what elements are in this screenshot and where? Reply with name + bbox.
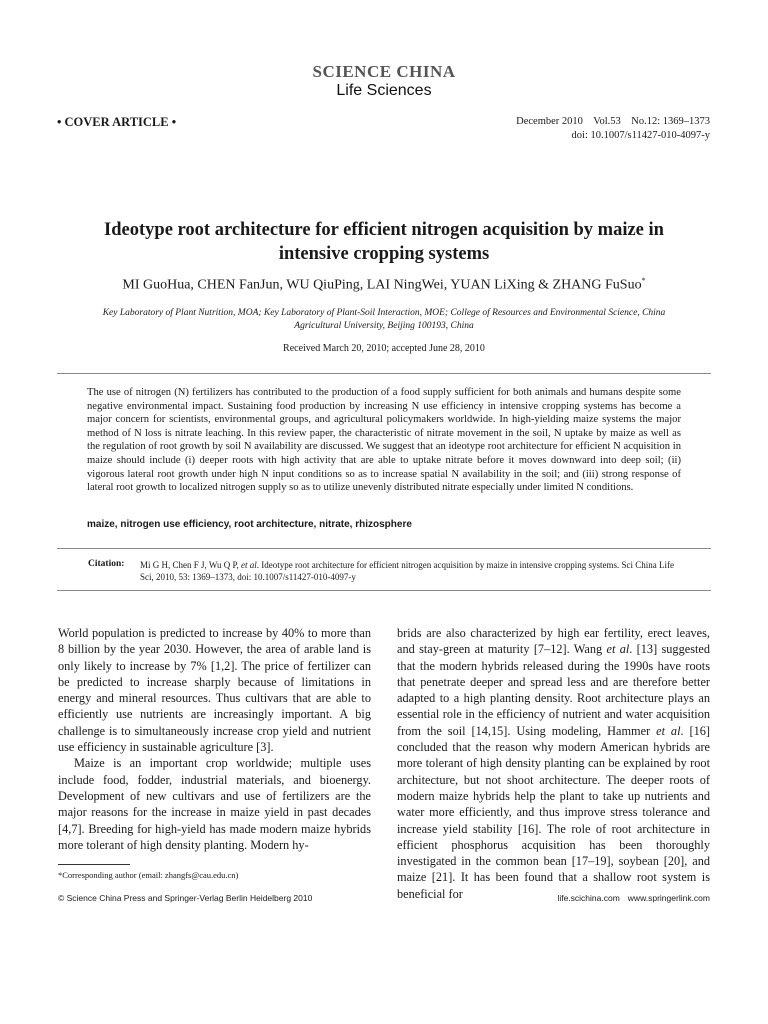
affiliation: Key Laboratory of Plant Nutrition, MOA; Key Laboratory of Plant-Soil Interaction, MOE; College of Resources and Environmental Science, China Agricultural University, Beijing 100193, China — [102, 308, 666, 331]
authors-text: MI GuoHua, CHEN FanJun, WU QiuPing, LAI NingWei, YUAN LiXing & ZHANG FuSuo — [122, 277, 642, 293]
body-etal: et al — [606, 642, 630, 657]
doi-line: doi: 10.1007/s11427-010-4097-y — [571, 130, 710, 141]
body-paragraph: Maize is an important crop worldwide; multiple uses include food, fodder, industrial materials, and bioenergy. Development of new cultivars and use of fertilizers are the major reasons for the increase in maize yield in past decades [4,7]. Breeding for high-yield has made modern maize hybrids more tolerant of high density planting. Modern hy- — [58, 756, 371, 852]
abstract-top-rule — [57, 373, 711, 374]
body-paragraph: World population is predicted to increase by 40% to more than 8 billion by the year 2030. However, the area of arable land is only likely to increase by 7% [1,2]. The price of fertilizer can be predicted to increase sharply because of limitations in energy and mineral resources. Thus cultivars that are able to efficiently use nutrients are increasingly important. A big challenge is to simultaneously increase crop yield and nutrient use efficiency in sustainable agriculture [3]. — [58, 626, 371, 755]
body-column-right — [397, 625, 710, 902]
copyright-line: © Science China Press and Springer-Verlag Berlin Heidelberg 2010 — [58, 893, 313, 903]
received-dates: Received March 20, 2010; accepted June 28, 2010 — [283, 343, 485, 354]
cover-article-label: • COVER ARTICLE • — [57, 115, 177, 129]
footnote-rule — [58, 864, 130, 865]
citation-label: Citation: — [88, 559, 125, 569]
abstract: The use of nitrogen (N) fertilizers has contributed to the production of a food supply sufficient for both animals and humans despite some negative environmental impact. Sustaining food production by increasing N use efficiency in intensive cropping systems has become a major concern for scientists, environmental groups, and agricultural policymakers worldwide. In high-yielding maize systems the major method of N loss is nitrate leaching. In this review paper, the characteristic of nitrate movement in the soil, N uptake by maize as well as the regulation of root growth by soil N availability are discussed. We suggest that an ideotype root architecture for efficient N acquisition in maize should include (i) deeper roots with high activity that are able to uptake nitrate before it moves downward into deep soil; (ii) vigorous lateral root growth under high N input conditions so as to increase spatial N availability in the soil; and (iii) strong response of lateral root growth to localized nitrogen supply so as to utilize unevenly distributed nitrate especially under limited N conditions. — [87, 387, 681, 494]
publisher-sites — [549, 893, 710, 903]
issue-info — [516, 115, 710, 143]
issue-line: December 2010 Vol.53 No.12: 1369–1373 — [516, 116, 710, 127]
journal-name: SCIENCE CHINA — [312, 62, 456, 81]
citation-authors: Mi G H, Chen F J, Wu Q P, — [140, 560, 241, 570]
body-etal: et al — [656, 723, 681, 738]
citation-bottom-rule — [57, 590, 711, 591]
body-text: . [13] suggested that the modern hybrids released during the 1990s have roots that penetrate deeper and spread less and are therefore better adapted to a high planting density. Root architecture plays an essential role in the efficiency of nutrient and water acquisition from the soil [14,15]. Using modeling, Hammer — [397, 642, 710, 738]
site-link-scichina[interactable]: life.scichina.com — [557, 893, 620, 903]
citation-rest: . Ideotype root architecture for efficient nitrogen acquisition by maize in intensive cropping systems. Sci China Life Sci, 2010, 53: 1369–1373, doi: 10.1007/s11427-010-4097-y — [140, 560, 674, 582]
article-title: Ideotype root architecture for efficient nitrogen acquisition by maize in intensive cropping systems — [104, 220, 664, 264]
site-link-springer[interactable]: www.springerlink.com — [627, 893, 710, 903]
body-paragraph — [397, 625, 710, 902]
citation-text — [140, 559, 680, 583]
corresponding-footnote: *Corresponding author (email: zhangfs@cau.edu.cn) — [58, 870, 239, 880]
body-column-left — [58, 625, 371, 853]
body-text: . [16] concluded that the reason why modern American hybrids are more tolerant of high density planting can be explained by root architecture, but not shoot architecture. The deeper roots of modern maize hybrids help the plant to take up nutrients and water more efficiently, and thus improve stress tolerance and increase yield stability [16]. The role of root architecture in efficient phosphorus acquisition has been thoroughly investigated in the common bean [17–19], soybean [20], and maize [21]. It has been found that a shallow root system is beneficial for — [397, 723, 710, 901]
citation-etal: et al — [241, 560, 257, 570]
corresponding-mark: * — [641, 276, 646, 285]
journal-section: Life Sciences — [336, 82, 432, 99]
author-list — [60, 276, 708, 294]
body-text: brids are also characterized by high ear fertility, erect leaves, and stay-green at maturity [7–12]. Wang — [397, 626, 710, 657]
keywords: maize, nitrogen use efficiency, root architecture, nitrate, rhizosphere — [87, 519, 412, 530]
abstract-bottom-rule — [57, 548, 711, 549]
